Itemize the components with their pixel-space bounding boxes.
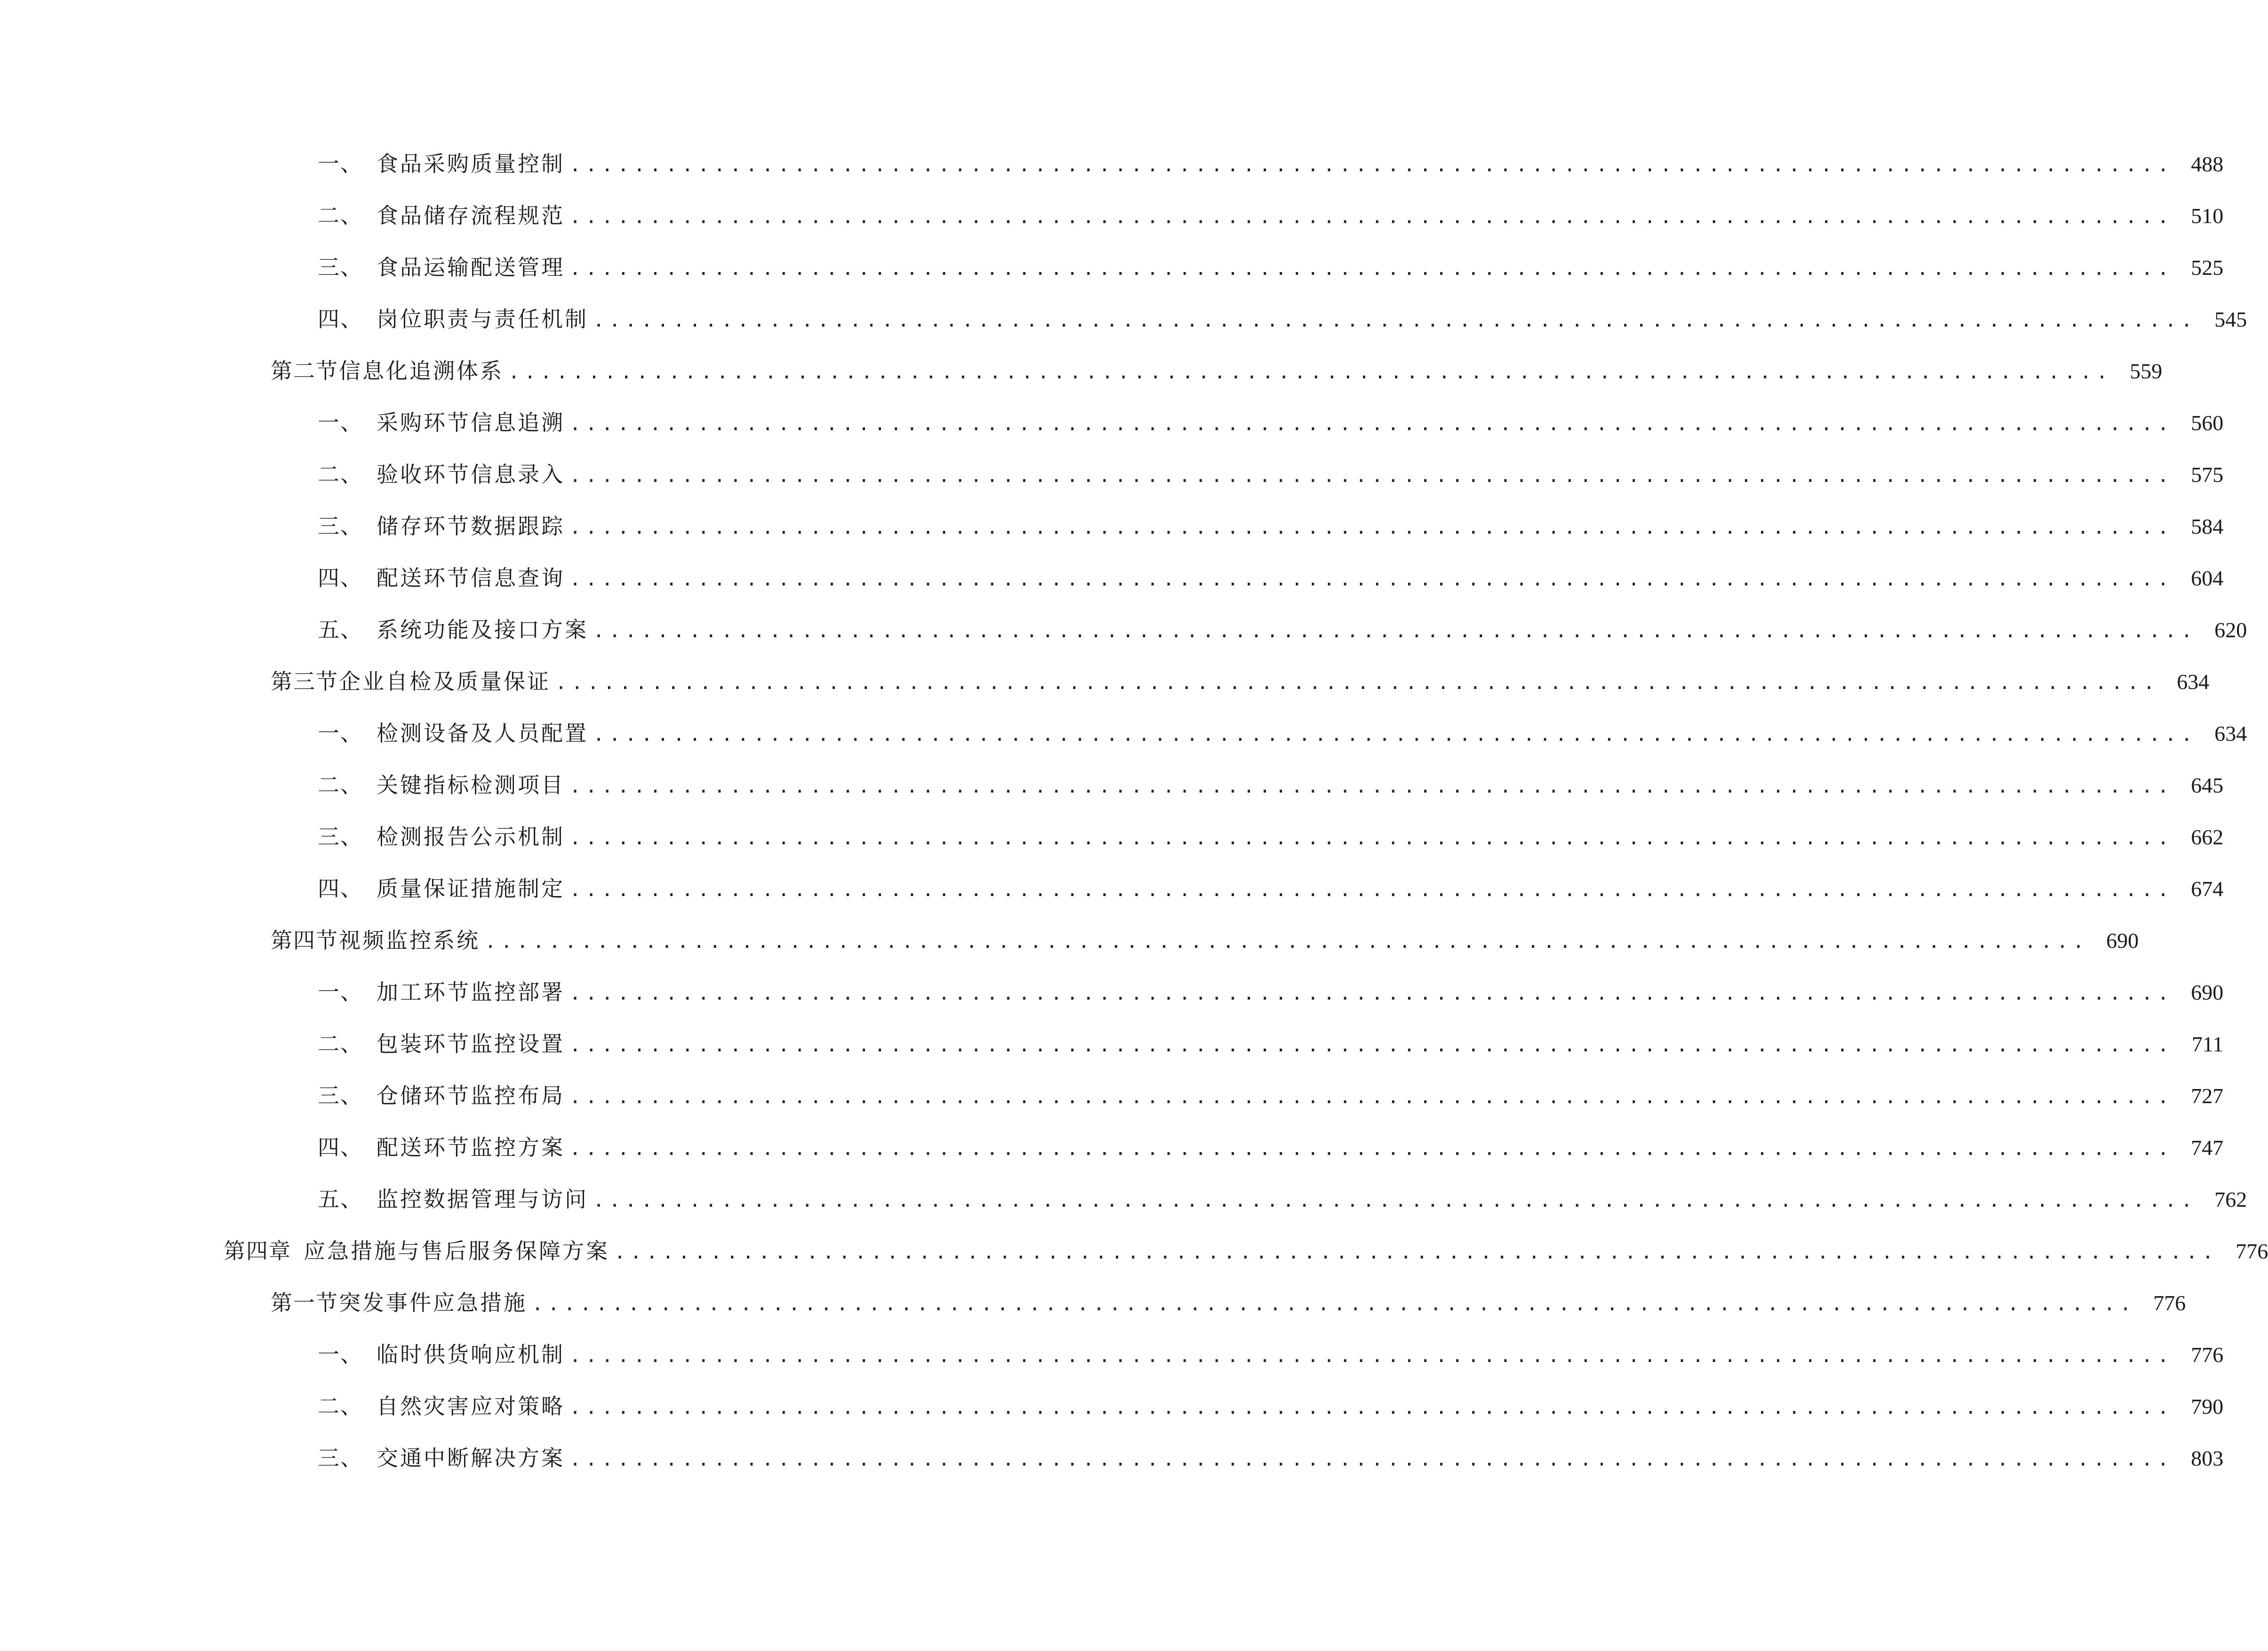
page-number: 634: [2214, 721, 2247, 745]
entry-number: 二、: [318, 203, 363, 228]
page-number: 584: [2191, 514, 2224, 538]
page-number: 747: [2191, 1136, 2224, 1160]
entry-title: 配送环节信息查询: [377, 565, 565, 591]
toc-entry[interactable]: [271, 1286, 2186, 1319]
page-number: 604: [2191, 566, 2224, 590]
dot-leader: ....................................................................................................: [569, 983, 2174, 1004]
dot-leader: ....................................................................................................: [614, 1242, 2219, 1263]
entry-number: 一、: [318, 410, 363, 435]
toc-entry[interactable]: [271, 354, 2163, 387]
entry-title: 临时供货响应机制: [377, 1342, 565, 1367]
toc-entry[interactable]: [318, 1131, 2224, 1164]
dot-leader: ....................................................................................................: [569, 465, 2174, 487]
entry-number: 第四节: [271, 928, 338, 953]
entry-number: 五、: [318, 617, 363, 642]
entry-number: 二、: [318, 462, 363, 487]
dot-leader: ....................................................................................................: [569, 1086, 2174, 1108]
page-number: 560: [2191, 411, 2224, 435]
entry-number: 二、: [318, 772, 363, 798]
entry-number: 五、: [318, 1186, 363, 1212]
entry-title: 企业自检及质量保证: [339, 669, 551, 694]
dot-leader: ....................................................................................................: [569, 206, 2174, 228]
toc-entry[interactable]: [318, 613, 2247, 646]
entry-title: 采购环节信息追溯: [377, 410, 565, 435]
entry-number: 三、: [318, 513, 363, 539]
page-number: 575: [2191, 463, 2224, 487]
page-number: 634: [2177, 670, 2210, 694]
entry-number: 第四章: [224, 1238, 291, 1264]
toc-entry[interactable]: [318, 1338, 2224, 1371]
toc-entry[interactable]: [318, 561, 2224, 594]
entry-title: 质量保证措施制定: [377, 876, 565, 901]
entry-title: 岗位职责与责任机制: [377, 306, 588, 332]
entry-number: 三、: [318, 1083, 363, 1108]
page-number: 762: [2214, 1187, 2247, 1211]
entry-number: 二、: [318, 1031, 363, 1057]
dot-leader: ....................................................................................................: [569, 1397, 2174, 1419]
dot-leader: ....................................................................................................: [569, 1034, 2174, 1056]
dot-leader: ....................................................................................................: [569, 776, 2174, 797]
dot-leader: ....................................................................................................: [569, 827, 2174, 849]
entry-title: 系统功能及接口方案: [377, 617, 588, 642]
page-number: 525: [2191, 256, 2224, 280]
entry-title: 关键指标检测项目: [377, 772, 565, 798]
entry-title: 突发事件应急措施: [339, 1290, 527, 1315]
toc-entry[interactable]: [318, 1027, 2224, 1060]
dot-leader: ....................................................................................................: [593, 310, 2197, 331]
page-number: 674: [2191, 877, 2224, 901]
entry-title: 检测设备及人员配置: [377, 721, 588, 746]
toc-entry[interactable]: [318, 1183, 2247, 1216]
dot-leader: ....................................................................................................: [569, 1345, 2174, 1367]
entry-number: 三、: [318, 255, 363, 280]
dot-leader: ....................................................................................................: [593, 620, 2197, 642]
toc-entry[interactable]: [318, 820, 2224, 853]
entry-number: 第三节: [271, 669, 338, 694]
entry-number: 二、: [318, 1394, 363, 1419]
entry-number: 四、: [318, 565, 363, 591]
dot-leader: ....................................................................................................: [569, 569, 2174, 590]
dot-leader: ....................................................................................................: [593, 1190, 2197, 1211]
entry-title: 储存环节数据跟踪: [377, 513, 565, 539]
entry-title: 视频监控系统: [339, 928, 480, 953]
page-number: 645: [2191, 773, 2224, 797]
dot-leader: ....................................................................................................: [569, 413, 2174, 435]
entry-title: 验收环节信息录入: [377, 462, 565, 487]
page-number: 776: [2236, 1239, 2268, 1263]
page-number: 711: [2191, 1032, 2224, 1056]
entry-title: 信息化追溯体系: [339, 358, 504, 384]
toc-entry[interactable]: [318, 769, 2224, 801]
dot-leader: ....................................................................................................: [485, 931, 2089, 953]
entry-title: 仓储环节监控布局: [377, 1083, 565, 1108]
page-number: 790: [2191, 1395, 2224, 1419]
dot-leader: ....................................................................................................: [593, 724, 2197, 745]
page-number: 690: [2106, 929, 2139, 953]
dot-leader: ....................................................................................................: [532, 1293, 2136, 1315]
page-number: 545: [2214, 307, 2247, 331]
dot-leader: ....................................................................................................: [569, 879, 2174, 901]
toc-entry[interactable]: [318, 1079, 2224, 1112]
toc-entry[interactable]: [318, 406, 2224, 439]
entry-title: 食品采购质量控制: [377, 151, 565, 176]
entry-title: 食品运输配送管理: [377, 255, 565, 280]
page-number: 776: [2153, 1291, 2186, 1315]
entry-title: 包装环节监控设置: [377, 1031, 565, 1057]
toc-entry[interactable]: [224, 1234, 2268, 1267]
toc-entry[interactable]: [271, 924, 2139, 957]
page-number: 690: [2191, 980, 2224, 1004]
toc-entry[interactable]: [318, 251, 2224, 284]
entry-number: 四、: [318, 306, 363, 332]
dot-leader: ....................................................................................................: [569, 517, 2174, 538]
toc-entry[interactable]: [318, 872, 2224, 905]
entry-title: 检测报告公示机制: [377, 824, 565, 850]
dot-leader: ....................................................................................................: [569, 1138, 2174, 1160]
entry-number: 第二节: [271, 358, 338, 384]
entry-number: 三、: [318, 1445, 363, 1471]
toc-entry[interactable]: [318, 1390, 2224, 1423]
entry-title: 交通中断解决方案: [377, 1445, 565, 1471]
entry-title: 监控数据管理与访问: [377, 1186, 588, 1212]
page-number: 727: [2191, 1084, 2224, 1108]
toc-entry[interactable]: [318, 147, 2224, 180]
toc-entry[interactable]: [318, 1442, 2224, 1475]
entry-title: 自然灾害应对策略: [377, 1394, 565, 1419]
page-number: 776: [2191, 1343, 2224, 1367]
toc-entry[interactable]: [318, 303, 2247, 336]
toc-entry[interactable]: [318, 717, 2247, 750]
toc-entry[interactable]: [318, 199, 2224, 232]
entry-number: 一、: [318, 1342, 363, 1367]
dot-leader: ....................................................................................................: [569, 1449, 2174, 1470]
entry-title: 食品储存流程规范: [377, 203, 565, 228]
dot-leader: ....................................................................................................: [555, 672, 2160, 694]
entry-number: 四、: [318, 876, 363, 901]
entry-number: 四、: [318, 1135, 363, 1160]
entry-number: 第一节: [271, 1290, 338, 1315]
toc-entry[interactable]: [318, 458, 2224, 491]
toc-entry[interactable]: [271, 665, 2210, 698]
dot-leader: ....................................................................................................: [508, 361, 2113, 383]
page-number: 620: [2214, 618, 2247, 642]
toc-entry[interactable]: [318, 976, 2224, 1009]
entry-number: 三、: [318, 824, 363, 850]
page-number: 803: [2191, 1446, 2224, 1470]
toc-entry[interactable]: [318, 510, 2224, 543]
entry-title: 加工环节监控部署: [377, 979, 565, 1005]
entry-number: 一、: [318, 979, 363, 1005]
dot-leader: ....................................................................................................: [569, 258, 2174, 280]
entry-number: 一、: [318, 151, 363, 176]
entry-number: 一、: [318, 721, 363, 746]
entry-title: 应急措施与售后服务保障方案: [304, 1238, 609, 1264]
entry-title: 配送环节监控方案: [377, 1135, 565, 1160]
page-number: 662: [2191, 825, 2224, 849]
dot-leader: ....................................................................................................: [569, 154, 2174, 176]
page-number: 510: [2191, 204, 2224, 228]
page-number: 488: [2191, 152, 2224, 176]
page-number: 559: [2130, 359, 2163, 383]
